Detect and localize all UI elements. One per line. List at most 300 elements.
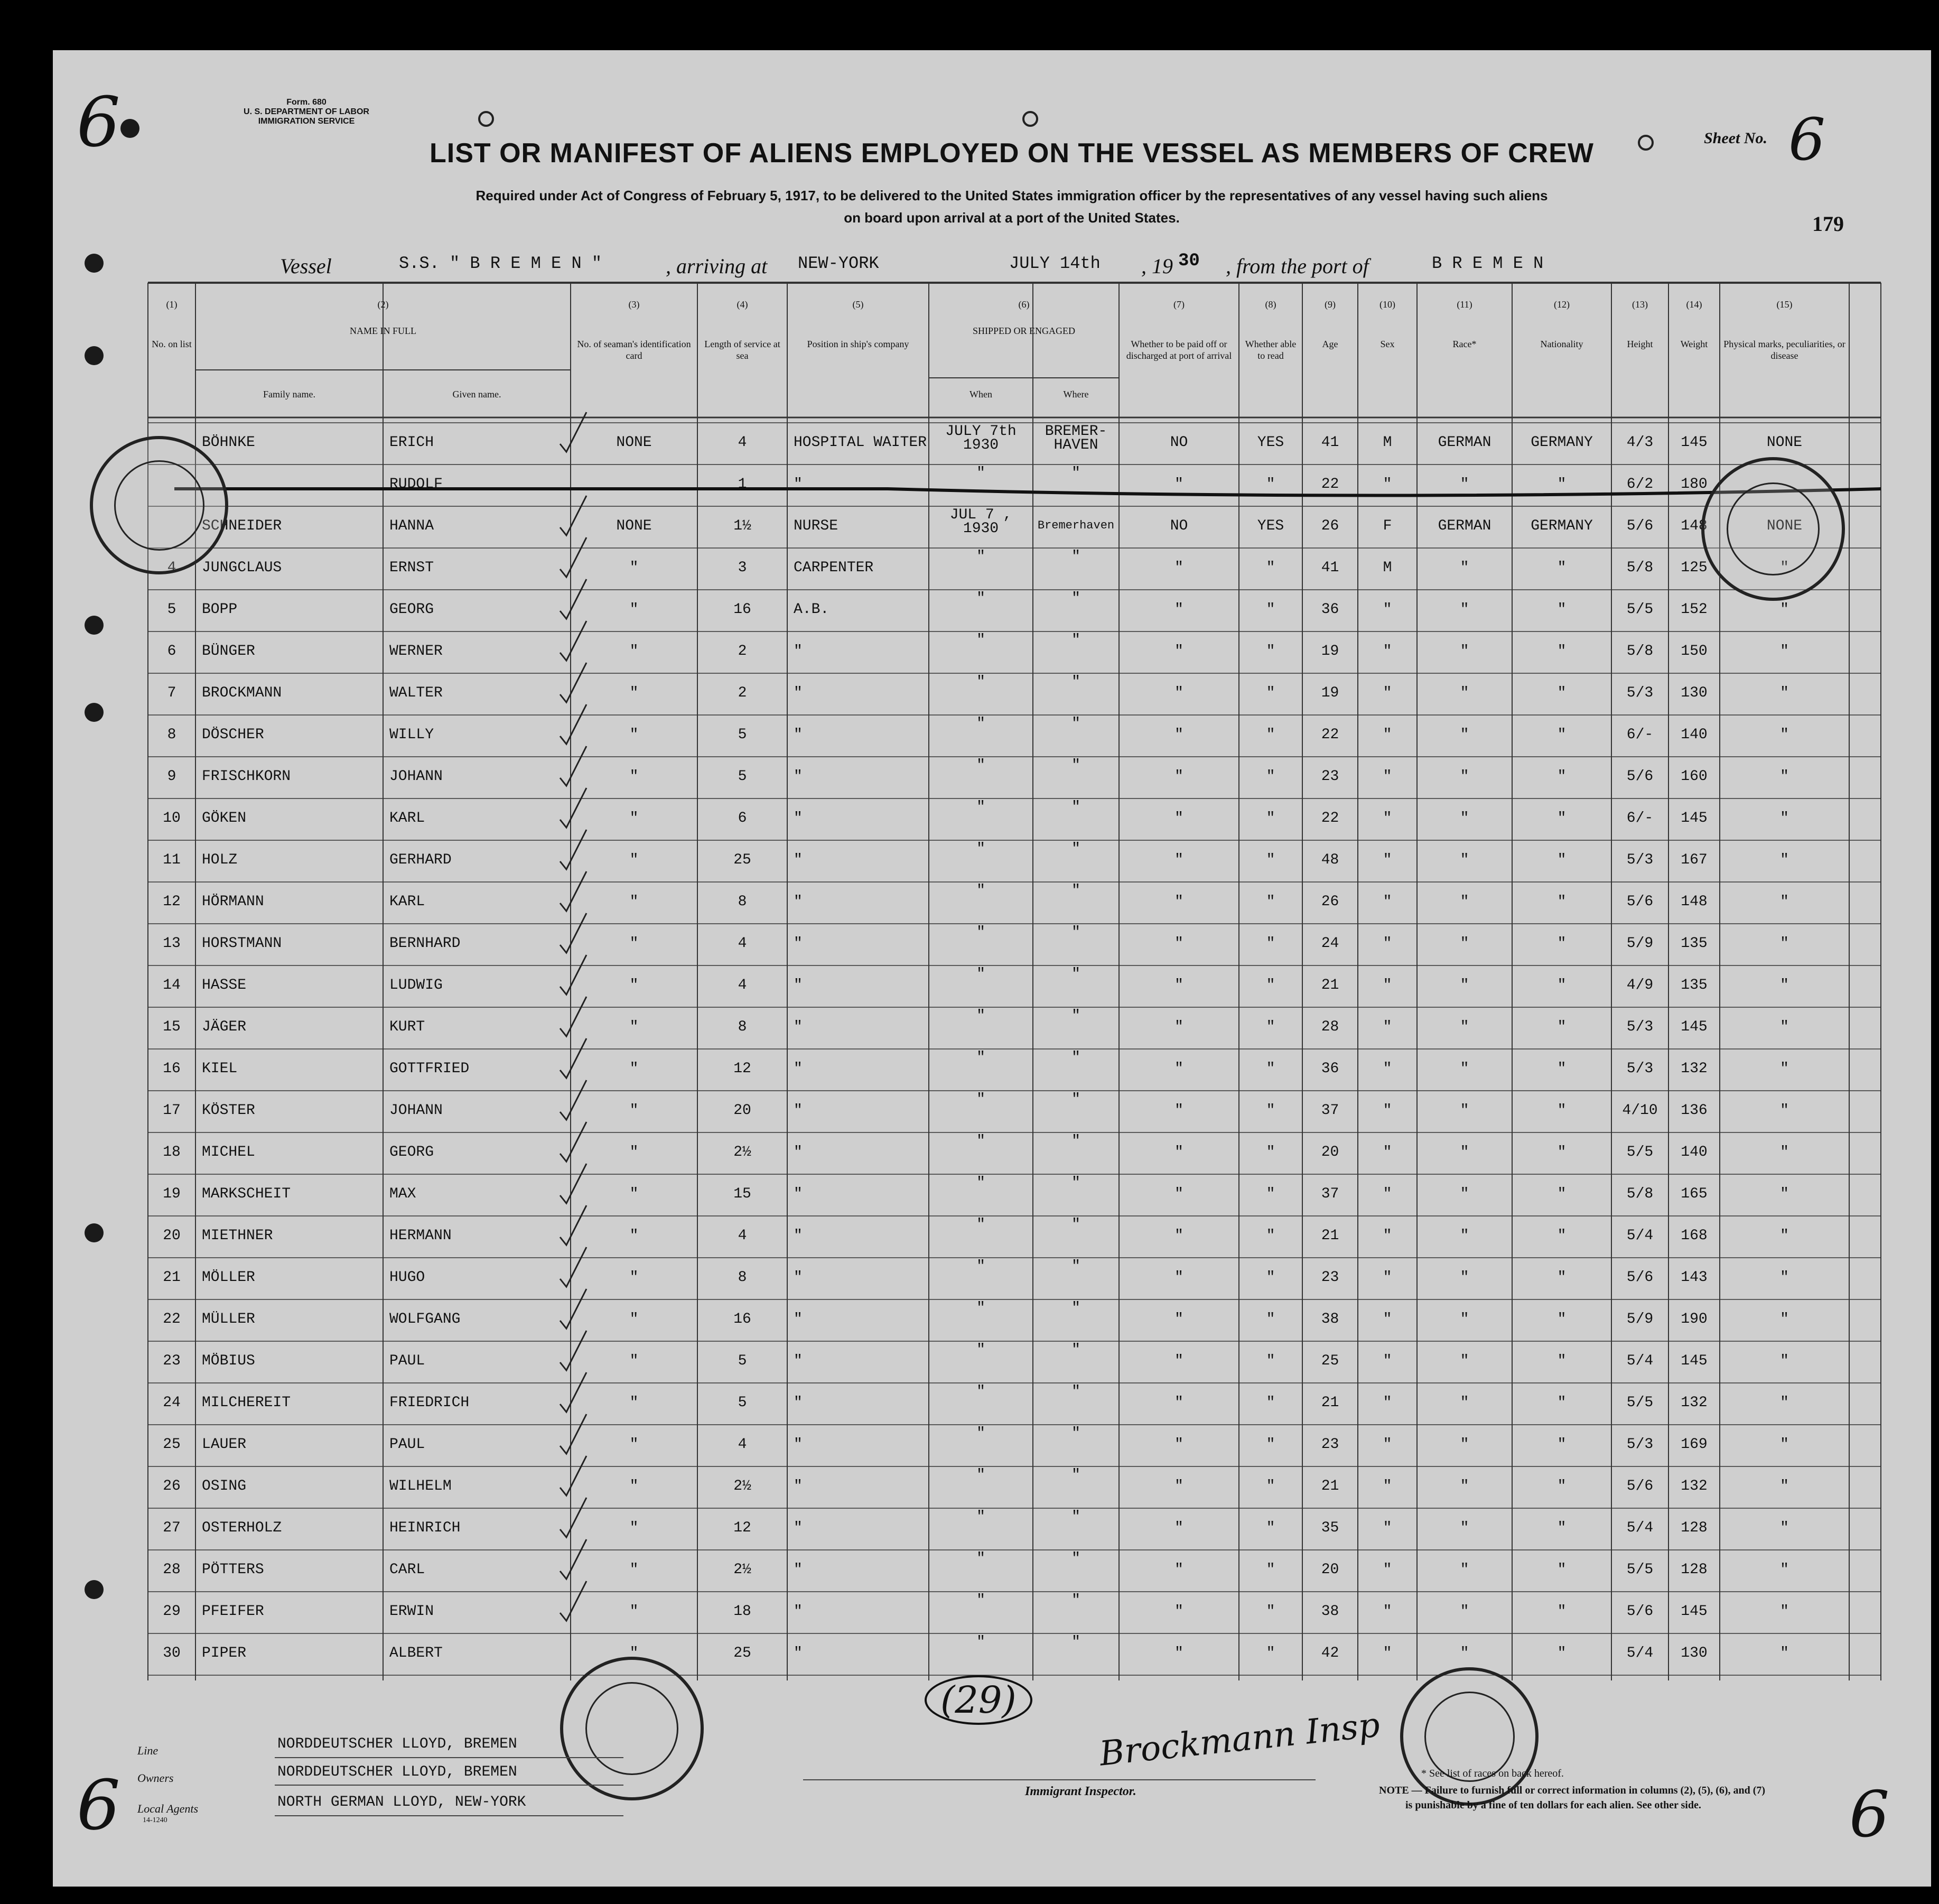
cell-family: MÜLLER	[202, 1311, 255, 1327]
cell-weight: 180	[1681, 476, 1708, 493]
cell-no: 12	[163, 894, 181, 910]
cell-read: "	[1266, 1311, 1275, 1327]
cell-where: "	[1071, 1049, 1080, 1066]
cell-marks: "	[1780, 852, 1789, 868]
cell-nat: "	[1557, 894, 1567, 910]
cell-race: "	[1460, 727, 1469, 743]
cell-where: "	[1071, 1342, 1080, 1358]
cell-sex: "	[1383, 1311, 1392, 1327]
cell-where: Bremerhaven	[1037, 519, 1115, 532]
cell-race: "	[1460, 1269, 1469, 1286]
cell-given: HANNA	[389, 518, 434, 534]
cell-card: "	[629, 1478, 639, 1494]
cell-card: "	[629, 1019, 639, 1035]
subtitle-line-1: Required under Act of Congress of February 5, 1917, to be delivered to the United States immigration officer by the representatives of any vessel having such aliens	[476, 188, 1548, 203]
cell-height: 5/6	[1626, 1478, 1654, 1494]
column-number: (7)	[1173, 299, 1185, 310]
cell-when: "	[976, 1091, 985, 1108]
cell-paid: "	[1174, 1228, 1183, 1244]
cell-when: "	[976, 549, 985, 565]
cell-paid: "	[1174, 1102, 1183, 1119]
column-header: Whether to be paid off or discharged at port of arrival	[1126, 339, 1232, 361]
cell-sex: "	[1383, 1061, 1392, 1077]
cell-race: "	[1460, 1144, 1469, 1160]
cell-nat: "	[1557, 1436, 1567, 1453]
year-prefix: , 19	[1141, 254, 1173, 278]
cell-given: WERNER	[389, 643, 443, 660]
cell-paid: "	[1174, 977, 1183, 993]
cell-when: "	[976, 674, 985, 690]
cell-weight: 160	[1681, 768, 1708, 785]
cell-age: 22	[1321, 727, 1339, 743]
cell-paid: "	[1174, 935, 1183, 952]
cell-card: "	[629, 1520, 639, 1536]
cell-when: "	[976, 966, 985, 982]
cell-no: 21	[163, 1269, 181, 1286]
cell-paid: "	[1174, 1311, 1183, 1327]
cell-position: "	[794, 1478, 803, 1494]
subtitle-line-2: on board upon arrival at a port of the United States.	[844, 210, 1180, 226]
column-header: No. on list	[152, 339, 192, 349]
column-subheader: Where	[1063, 389, 1089, 400]
column-header: NAME IN FULL	[350, 326, 416, 336]
cell-weight: 148	[1681, 518, 1708, 534]
cell-height: 6/2	[1626, 476, 1654, 493]
cell-marks: "	[1780, 1603, 1789, 1620]
cell-race: "	[1460, 601, 1469, 618]
cell-where: "	[1071, 716, 1080, 732]
cell-family: KÖSTER	[202, 1102, 255, 1119]
sheet-label: Sheet No.	[1704, 129, 1767, 147]
cell-height: 5/4	[1626, 1520, 1654, 1536]
cell-sex: "	[1383, 601, 1392, 618]
cell-weight: 150	[1681, 643, 1708, 660]
cell-service: 3	[738, 560, 747, 576]
cell-paid: "	[1174, 560, 1183, 576]
cell-given: HEINRICH	[389, 1520, 461, 1536]
cell-height: 5/9	[1626, 1311, 1654, 1327]
cell-sex: "	[1383, 1395, 1392, 1411]
cell-when: "	[976, 632, 985, 648]
cell-where: BREMER- HAVEN	[1045, 423, 1107, 453]
cell-marks: "	[1780, 1019, 1789, 1035]
cell-no: 8	[167, 727, 176, 743]
corner-mark-bottom-left: 6	[77, 1765, 120, 1845]
cell-marks: "	[1780, 1436, 1789, 1453]
cell-when: "	[976, 1509, 985, 1525]
cell-age: 19	[1321, 685, 1339, 701]
cell-position: "	[794, 768, 803, 785]
cell-position: "	[794, 935, 803, 952]
cell-service: 16	[733, 601, 751, 618]
cell-race: "	[1460, 1436, 1469, 1453]
cell-read: "	[1266, 1645, 1275, 1661]
consulate-stamp	[1701, 457, 1845, 601]
column-subheader: When	[970, 389, 992, 400]
cell-nat: "	[1557, 1186, 1567, 1202]
cell-marks: "	[1780, 1311, 1789, 1327]
cell-when: "	[976, 1383, 985, 1400]
cell-paid: "	[1174, 1520, 1183, 1536]
cell-race: "	[1460, 894, 1469, 910]
cell-given: GOTTFRIED	[389, 1061, 470, 1077]
column-number: (8)	[1265, 299, 1276, 310]
cell-read: "	[1266, 935, 1275, 952]
cell-family: JUNGCLAUS	[202, 560, 282, 576]
cell-nat: "	[1557, 1603, 1567, 1620]
inspector-signature: Brockmann Insp	[1097, 1705, 1382, 1774]
cell-when: "	[976, 799, 985, 815]
cell-position: "	[794, 852, 803, 868]
cell-weight: 145	[1681, 810, 1708, 826]
cell-height: 5/6	[1626, 894, 1654, 910]
cell-marks: NONE	[1766, 518, 1803, 534]
cell-position: "	[794, 1436, 803, 1453]
cell-sex: "	[1383, 1645, 1392, 1661]
agents-label: Local Agents	[137, 1802, 199, 1815]
cell-card: "	[629, 1311, 639, 1327]
cell-position: "	[794, 1186, 803, 1202]
cell-card: "	[629, 1061, 639, 1077]
cell-race: "	[1460, 935, 1469, 952]
cell-no: 23	[163, 1353, 181, 1369]
cell-read: "	[1266, 1520, 1275, 1536]
cell-height: 5/5	[1626, 1395, 1654, 1411]
cell-paid: NO	[1170, 518, 1188, 534]
cell-marks: NONE	[1766, 434, 1803, 451]
cell-sex: "	[1383, 768, 1392, 785]
cell-paid: "	[1174, 1603, 1183, 1620]
cell-service: 25	[733, 1645, 751, 1661]
cell-nat: "	[1557, 1645, 1567, 1661]
cell-sex: M	[1383, 560, 1392, 576]
column-number: (3)	[628, 299, 640, 310]
page-number: 179	[1812, 212, 1844, 236]
cell-sex: M	[1383, 434, 1392, 451]
cell-family: HÖRMANN	[202, 894, 264, 910]
cell-position: CARPENTER	[794, 560, 874, 576]
cell-given: JOHANN	[389, 768, 443, 785]
cell-service: 20	[733, 1102, 751, 1119]
corner-mark-bottom-right: 6	[1849, 1778, 1890, 1852]
cell-height: 5/8	[1626, 1186, 1654, 1202]
cell-marks: "	[1780, 1353, 1789, 1369]
cell-given: WOLFGANG	[389, 1311, 461, 1327]
cell-when: "	[976, 1049, 985, 1066]
cell-sex: "	[1383, 1603, 1392, 1620]
cell-age: 25	[1321, 1353, 1339, 1369]
column-subheader: Given name.	[452, 389, 501, 400]
cell-position: "	[794, 1645, 803, 1661]
cell-no: 25	[163, 1436, 181, 1453]
column-header: Age	[1322, 339, 1338, 349]
cell-height: 5/3	[1626, 852, 1654, 868]
cell-weight: 130	[1681, 1645, 1708, 1661]
cell-given: KARL	[389, 810, 425, 826]
cell-nat: "	[1557, 1269, 1567, 1286]
cell-nat: "	[1557, 977, 1567, 993]
cell-given: BERNHARD	[389, 935, 461, 952]
cell-no: 11	[163, 852, 181, 868]
cell-position: "	[794, 685, 803, 701]
cell-given: HUGO	[389, 1269, 425, 1286]
races-note: * See list of races on back hereof.	[1421, 1768, 1564, 1779]
cell-when: "	[976, 1175, 985, 1191]
owners-value: NORDDEUTSCHER LLOYD, BREMEN	[277, 1764, 517, 1780]
cell-height: 6/-	[1626, 810, 1654, 826]
cell-given: RUDOLF	[389, 476, 443, 493]
cell-when: "	[976, 1258, 985, 1275]
cell-weight: 168	[1681, 1228, 1708, 1244]
cell-where: "	[1071, 924, 1080, 941]
cell-marks: "	[1780, 1269, 1789, 1286]
column-header: No. of seaman's identification card	[577, 339, 691, 361]
cell-no: 29	[163, 1603, 181, 1620]
cell-marks: "	[1780, 1562, 1789, 1578]
cell-weight: 169	[1681, 1436, 1708, 1453]
cell-age: 37	[1321, 1186, 1339, 1202]
cell-read: "	[1266, 1144, 1275, 1160]
cell-age: 20	[1321, 1562, 1339, 1578]
cell-where: "	[1071, 1133, 1080, 1149]
cell-card: "	[629, 1436, 639, 1453]
cell-sex: "	[1383, 977, 1392, 993]
cell-service: 8	[738, 894, 747, 910]
cell-service: 12	[733, 1520, 751, 1536]
cell-family: LAUER	[202, 1436, 247, 1453]
cell-weight: 145	[1681, 1353, 1708, 1369]
cell-age: 42	[1321, 1645, 1339, 1661]
cell-position: HOSPITAL WAITER	[794, 434, 927, 451]
cell-paid: "	[1174, 1562, 1183, 1578]
cell-nat: "	[1557, 1520, 1567, 1536]
cell-race: "	[1460, 643, 1469, 660]
cell-race: "	[1460, 476, 1469, 493]
cell-nat: "	[1557, 1144, 1567, 1160]
column-number: (11)	[1457, 299, 1472, 310]
cell-sex: F	[1383, 518, 1392, 534]
cell-sex: "	[1383, 894, 1392, 910]
cell-race: "	[1460, 1228, 1469, 1244]
cell-no: 24	[163, 1395, 181, 1411]
cell-race: "	[1460, 1102, 1469, 1119]
cell-card: "	[629, 1395, 639, 1411]
cell-card: "	[629, 1144, 639, 1160]
cell-sex: "	[1383, 852, 1392, 868]
cell-service: 4	[738, 935, 747, 952]
cell-family: JÄGER	[202, 1019, 247, 1035]
cell-height: 5/3	[1626, 1436, 1654, 1453]
cell-race: "	[1460, 1562, 1469, 1578]
cell-when: "	[976, 1300, 985, 1316]
cell-weight: 152	[1681, 601, 1708, 618]
cell-sex: "	[1383, 1186, 1392, 1202]
divider	[275, 1785, 623, 1786]
cell-service: 2	[738, 643, 747, 660]
cell-read: "	[1266, 1061, 1275, 1077]
cell-given: FRIEDRICH	[389, 1395, 470, 1411]
cell-nat: "	[1557, 1102, 1567, 1119]
cell-marks: "	[1780, 935, 1789, 952]
cell-sex: "	[1383, 1144, 1392, 1160]
cell-when: "	[976, 716, 985, 732]
cell-nat: "	[1557, 935, 1567, 952]
cell-marks: "	[1780, 560, 1789, 576]
cell-card: "	[629, 935, 639, 952]
line-value: NORDDEUTSCHER LLOYD, BREMEN	[277, 1736, 517, 1752]
cell-paid: "	[1174, 685, 1183, 701]
cell-age: 28	[1321, 1019, 1339, 1035]
column-number: (1)	[166, 299, 178, 310]
cell-sex: "	[1383, 1562, 1392, 1578]
cell-read: "	[1266, 894, 1275, 910]
cell-nat: GERMANY	[1531, 518, 1593, 534]
cell-family: HORSTMANN	[202, 935, 282, 952]
cell-when: "	[976, 841, 985, 857]
cell-where: "	[1071, 549, 1080, 565]
cell-nat: "	[1557, 1228, 1567, 1244]
cell-height: 5/6	[1626, 1269, 1654, 1286]
cell-service: 12	[733, 1061, 751, 1077]
cell-height: 5/3	[1626, 1019, 1654, 1035]
cell-family: OSING	[202, 1478, 247, 1494]
cell-family: SCHNEIDER	[202, 518, 282, 534]
cell-race: "	[1460, 768, 1469, 785]
cell-weight: 140	[1681, 1144, 1708, 1160]
form-code: 14-1240	[143, 1816, 167, 1824]
cell-no: 16	[163, 1061, 181, 1077]
cell-where: "	[1071, 674, 1080, 690]
arrival-date: JULY 14th	[1009, 254, 1101, 273]
cell-when: "	[976, 924, 985, 941]
cell-paid: "	[1174, 810, 1183, 826]
cell-position: "	[794, 1311, 803, 1327]
cell-paid: "	[1174, 1186, 1183, 1202]
cell-age: 21	[1321, 1228, 1339, 1244]
service-name: IMMIGRATION SERVICE	[258, 117, 355, 126]
cell-paid: NO	[1170, 434, 1188, 451]
cell-read: "	[1266, 1269, 1275, 1286]
cell-age: 36	[1321, 601, 1339, 618]
cell-read: "	[1266, 727, 1275, 743]
cell-card: NONE	[616, 518, 652, 534]
cell-race: "	[1460, 1353, 1469, 1369]
cell-race: "	[1460, 1186, 1469, 1202]
cell-weight: 148	[1681, 894, 1708, 910]
cell-given: ERNST	[389, 560, 434, 576]
cell-read: "	[1266, 1186, 1275, 1202]
cell-paid: "	[1174, 1395, 1183, 1411]
cell-paid: "	[1174, 643, 1183, 660]
cell-service: 25	[733, 852, 751, 868]
cell-read: "	[1266, 1102, 1275, 1119]
cell-height: 4/10	[1622, 1102, 1658, 1119]
cell-no: 20	[163, 1228, 181, 1244]
cell-age: 24	[1321, 935, 1339, 952]
consulate-stamp	[90, 436, 228, 574]
cell-where: "	[1071, 883, 1080, 899]
cell-given: LUDWIG	[389, 977, 443, 993]
cell-marks: "	[1780, 1061, 1789, 1077]
cell-weight: 145	[1681, 1019, 1708, 1035]
cell-paid: "	[1174, 727, 1183, 743]
cell-card: "	[629, 560, 639, 576]
cell-service: 1½	[733, 518, 751, 534]
cell-service: 5	[738, 1353, 747, 1369]
cell-weight: 135	[1681, 977, 1708, 993]
cell-height: 5/8	[1626, 560, 1654, 576]
cell-paid: "	[1174, 768, 1183, 785]
cell-given: KURT	[389, 1019, 425, 1035]
cell-sex: "	[1383, 643, 1392, 660]
column-number: (10)	[1379, 299, 1395, 310]
cell-age: 36	[1321, 1061, 1339, 1077]
cell-height: 5/6	[1626, 1603, 1654, 1620]
cell-position: "	[794, 810, 803, 826]
cell-height: 5/6	[1626, 518, 1654, 534]
cell-age: 35	[1321, 1520, 1339, 1536]
cell-race: "	[1460, 810, 1469, 826]
cell-sex: "	[1383, 685, 1392, 701]
cell-marks: "	[1780, 894, 1789, 910]
cell-height: 5/9	[1626, 935, 1654, 952]
cell-where: "	[1071, 1383, 1080, 1400]
cell-read: "	[1266, 1436, 1275, 1453]
cell-read: "	[1266, 560, 1275, 576]
cell-no: 22	[163, 1311, 181, 1327]
column-header: Position in ship's company	[807, 339, 909, 349]
cell-read: "	[1266, 643, 1275, 660]
divider	[275, 1757, 623, 1758]
cell-weight: 135	[1681, 935, 1708, 952]
cell-position: "	[794, 476, 803, 493]
cell-sex: "	[1383, 810, 1392, 826]
cell-weight: 125	[1681, 560, 1708, 576]
cell-no: 15	[163, 1019, 181, 1035]
cell-given: ALBERT	[389, 1645, 443, 1661]
cell-service: 5	[738, 727, 747, 743]
cell-weight: 145	[1681, 1603, 1708, 1620]
cell-family: KIEL	[202, 1061, 238, 1077]
cell-given: WALTER	[389, 685, 443, 701]
cell-sex: "	[1383, 1102, 1392, 1119]
cell-service: 2½	[733, 1478, 751, 1494]
cell-nat: "	[1557, 1061, 1567, 1077]
cell-age: 38	[1321, 1311, 1339, 1327]
cell-age: 26	[1321, 894, 1339, 910]
column-number: (9)	[1325, 299, 1336, 310]
cell-weight: 143	[1681, 1269, 1708, 1286]
cell-given: ERICH	[389, 434, 434, 451]
cell-position: "	[794, 1061, 803, 1077]
cell-given: ERWIN	[389, 1603, 434, 1620]
cell-card: "	[629, 852, 639, 868]
cell-card: "	[629, 1228, 639, 1244]
cell-race: "	[1460, 1311, 1469, 1327]
cell-position: "	[794, 1353, 803, 1369]
cell-nat: "	[1557, 1562, 1567, 1578]
cell-family: MÖLLER	[202, 1269, 255, 1286]
cell-height: 5/3	[1626, 685, 1654, 701]
cell-age: 23	[1321, 1269, 1339, 1286]
cell-card: "	[629, 894, 639, 910]
cell-card: "	[629, 1562, 639, 1578]
department-name: U. S. DEPARTMENT OF LABOR	[244, 107, 369, 116]
cell-when: "	[976, 1133, 985, 1149]
cell-where: "	[1071, 1509, 1080, 1525]
cell-when: "	[976, 1425, 985, 1442]
cell-weight: 132	[1681, 1395, 1708, 1411]
